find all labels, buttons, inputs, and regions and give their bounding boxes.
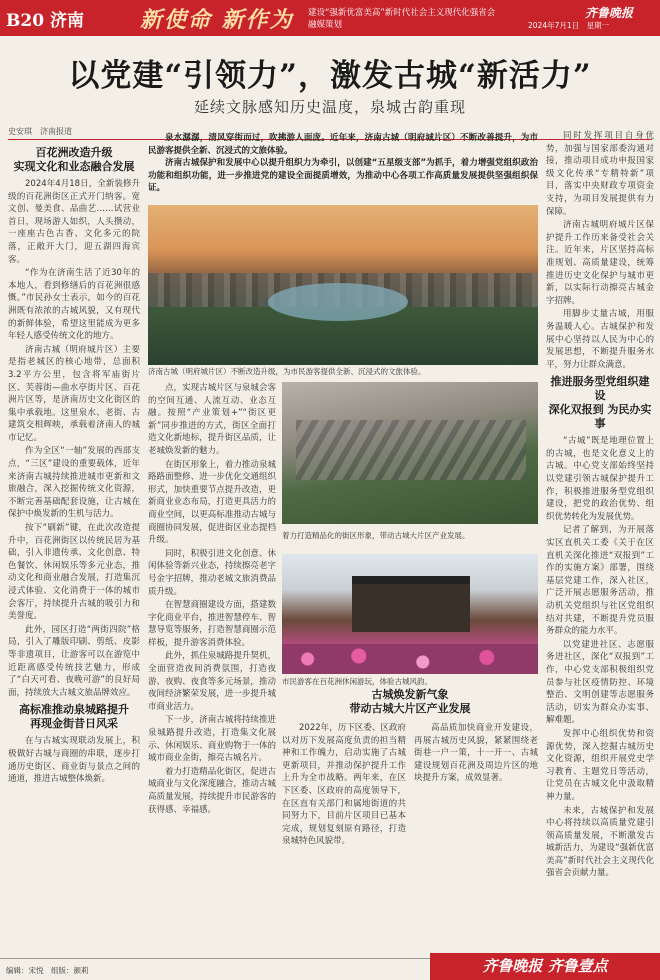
middle-column — [148, 382, 276, 954]
headline: 以党建“引领力”，激发古城“新活力” — [68, 58, 592, 94]
article-paragraph: 在智慧商圈建设方面，搭建数字化商业平台，推进智慧停车、智慧导览等服务，打造智慧商圈示范样板，提升游客消费体验。 — [148, 600, 276, 648]
photo-baihuazhou-gate — [282, 554, 538, 674]
subheadline: 延续文脉感知历史温度，泉城古韵重现 — [193, 98, 466, 116]
blurb-column-a — [282, 722, 406, 954]
photo-caption-2: 着力打造精品化的街区形象，带动古城大片区产业发展。 — [282, 531, 470, 540]
section-name: 济南 — [50, 11, 85, 31]
article-paragraph: 发挥中心组织优势和资源优势，深入挖掘古城历史文化资源，组织开展党史学习教育、主题党日等活动，让党员在古城文化中汲取精神力量。 — [546, 728, 654, 802]
article-paragraph: 2024年4月18日，全新装修升级的百花洲街区正式开门纳客。宽文创、曼美食、品曲艺……试营业首日，现场游人如织，人头攒动，一座座古色古香、文化多元的院落，正敞开大门，迎五湖四海宾客。 — [8, 179, 140, 265]
article-paragraph: 此外，园区打造“两街四院”格局，引入了雕版印刷、剪纸、皮影等非遗项目，让游客可以在游览中近距离感受传统技艺魅力，形成了“白天可看、夜晚可游”的良好局面，持续放大古城文旅品牌效应。 — [8, 624, 140, 698]
article-paragraph: 高品质加快商业开发建设，再展古城历史风貌，紧紧围绕老街巷一户一策，十一开一、古城建设规划百花洲及周边片区的地块提升方案，成效显著。 — [414, 723, 538, 784]
flowers-illustration — [282, 644, 538, 674]
article-paragraph: 济南古城（明府城片区）主要是指老城区的核心地带，总面积3.2平方公里，包含将军庙街片区、芙蓉街—曲水亭街片区、百花洲片区等，是济南历史文化街区的集中承载地。这里泉水、老街、古建筑交相辉映，承载着济南人的城市记忆。 — [8, 344, 140, 443]
article-paragraph: “古城”既是地理位置上的古城，也是文化意义上的古城。中心党支部始终坚持以党建引领古城保护提升工作，积极推进服务型党组织建设，把党的政治优势、组织优势转化为发展优势。 — [546, 436, 654, 522]
article-paragraph: 记者了解到，为开展落实区直机关工委《关于在区直机关深化推进“双报到”工作的实施方案》部署，围绕基层党建工作，深入社区，广泛开展志愿服务活动，推动机关党组织与社区党组织结对共建，不断提升党员服务群众的能力水平。 — [546, 525, 654, 637]
article-paragraph: 济南古城明府城片区保护提升工作历来备受社会关注。近年来，片区坚持高标准规划、高质量建设，统筹推进历史文化保护与城市更新，以实际行动擦亮古城金字招牌。 — [546, 220, 654, 306]
article-paragraph: 同时发挥项目自身优势，加强与国家部委沟通对接，推动项目成功申报国家级文化传承“专精特新”项目，落实中央财政专项资金支持，为项目发展提供有力保障。 — [546, 131, 654, 217]
section-title-1: 百花洲改造升级 实现文化和业态融合发展 — [13, 146, 135, 173]
column-subtitle-line-1: 建设“强新优富美高”新时代社会主义现代化强省会 — [308, 8, 496, 18]
lead-paragraph: 济南古城保护和发展中心以提升组织力为牵引，以创建“五星级支部”为抓手，着力增强党组织政治功能和组织功能，进一步推进党的建设全面提质增效，为推动中心各项工作高质量发展提供坚强组织保证。 — [148, 158, 538, 194]
blurb-column-b — [414, 722, 538, 954]
article-paragraph: 用脚步丈量古城，用服务温暖人心。古城保护和发展中心坚持以人民为中心的发展思想，不断提升服务水平，努力让群众满意。 — [546, 309, 654, 370]
article-paragraph: 按下“刷新”键，在此次改造提升中，百花洲街区以传统民居为基础，引入非遗传承、文化创意、特色餐饮、休闲娱乐等多元业态，推动文化和商业融合发展，打造集沉浸式体验、文化消费于一体的城市会客厅，持续提升古城的吸引力和美誉度。 — [8, 523, 140, 622]
article-paragraph: 点，实现古城片区与泉城会客的空间互通、人流互动、业态互融。按照“产业策划+”“街区更新”同步推进的方式，街区全面打造文化新地标，提升街区品质，让老城焕发新的魅力。 — [148, 383, 276, 456]
article-paragraph: 在与古城实现联动发展上，积极做好古城与商圈的串联，逐步打通历史街区、商业街与景点之间的通道，推进古城整体焕新。 — [8, 736, 140, 785]
article-paragraph: 以党建进社区、志愿服务进社区，深化“双报到”工作，中心党支部积极组织党员参与社区疫情防控、环境整治、文明创建等志愿服务活动，切实为群众办实事、解难题。 — [546, 639, 654, 726]
issue-date: 2024年7月1日 星期一 — [528, 21, 610, 30]
article-paragraph: 作为全区“一轴”发展的西部支点，“三区”建设的重要载体，近年来济南古城持续推进城市更新和文旅融合，深入挖掘传统文化资源，不断完善基础配套设施，让古城在保护中焕发新的生机与活力。 — [8, 446, 140, 520]
brand-logo: 齐鲁晚报 — [585, 6, 634, 20]
article-paragraph: 同时，积极引进文化创意、休闲体验等新兴业态，持续擦亮老字号金字招牌，推动老城文旅消费品质升级。 — [148, 548, 276, 597]
article-paragraph: 2022年，历下区委、区政府以对历下发展高度负责的担当精神和工作魄力，启动实施了古城更新项目，并推动保护提升工作上升为全市战略。两年来，在区下区委、区政府的高度领导下，在区直有关部门和属地街道的共同努力下，目前片区项目已基本完成，规划复刻原有路径，打造泉城特色风貌带。 — [282, 723, 406, 847]
page-number: B20 济南 — [6, 11, 85, 31]
article-paragraph: 下一步，济南古城将持续推进泉城路提升改造，打造集文化展示、休闲娱乐、商业购物于一体的城市商业金街，擦亮古城名片。 — [148, 715, 276, 764]
section-title-4: 推进服务型党组织建设 深化双报到 为民办实事 — [548, 375, 652, 431]
editor-credits: 编辑：宋悦 组版：颜莉 — [6, 966, 89, 975]
masthead — [0, 0, 660, 36]
photo-caption-3: 市民游客在百花洲休闲游玩，体验古城风韵。 — [282, 677, 432, 686]
right-column — [546, 130, 654, 954]
footer-logo: 齐鲁晚报 齐鲁壹点 — [430, 953, 660, 980]
lead-paragraph: 泉水潺潺，清风穿街而过，吹拂游人面庞。近年来，济南古城（明府城片区）不断改善提升，为市民游客提供全新、沉浸式的文旅体验。 — [148, 133, 538, 156]
article-paragraph: 着力打造精品化街区，促进古城商业与文化深度融合，推动古城高质量发展，持续提升市民游客的获得感、幸福感。 — [148, 766, 276, 815]
left-column — [8, 142, 140, 954]
column-subtitle — [308, 7, 495, 31]
article-paragraph: 未来，古城保护和发展中心将持续以高质量党建引领高质量发展，不断激发古城新活力，为建设“强新优富美高”新时代社会主义现代化强省会贡献力量。 — [546, 805, 654, 879]
lake-illustration — [268, 283, 408, 321]
section-title-2: 高标准推动泉城路提升 再现金街昔日风采 — [19, 703, 129, 731]
column-subtitle-line-2: 融媒策划 — [308, 20, 343, 30]
article-paragraph: 在街区形象上，着力推动泉城路路面整修、进一步优化交通组织形式，加快重要节点提升改造，更新商业业态布局，打造更具活力的商业空间，以更高标准推动古城与商圈协同发展，促进街区业态提档升级。 — [148, 459, 276, 546]
section-title-3: 古城焕发新气象 带动古城大片区产业发展 — [349, 688, 471, 715]
column-title: 新使命 新作为 — [140, 7, 294, 33]
photo-street-block — [282, 382, 538, 524]
article-paragraph: “作为在济南生活了近30年的本地人，看到修缮后的百花洲很感慨。”市民孙女士表示，如今的百花洲既有浓浓的古城风貌，又有现代的新鲜体验，希望这里能成为更多年轻人感受传统文化的地方。 — [8, 268, 140, 342]
photo-caption-1: 济南古城（明府城片区）不断改造升级，为市民游客提供全新、沉浸式的文旅体验。 — [148, 367, 426, 376]
byline: 史安琪 济南报道 — [8, 127, 72, 136]
gate-illustration — [352, 576, 470, 632]
rooftops-illustration — [296, 420, 526, 480]
lead-paragraphs — [148, 132, 538, 195]
article-paragraph: 此外，抓住泉城路提升契机，全面营造夜间消费氛围，打造夜游、夜购、夜食等多元场景，推动夜间经济繁荣发展，进一步提升城市商业活力。 — [148, 651, 276, 712]
photo-old-city-aerial — [148, 205, 538, 365]
